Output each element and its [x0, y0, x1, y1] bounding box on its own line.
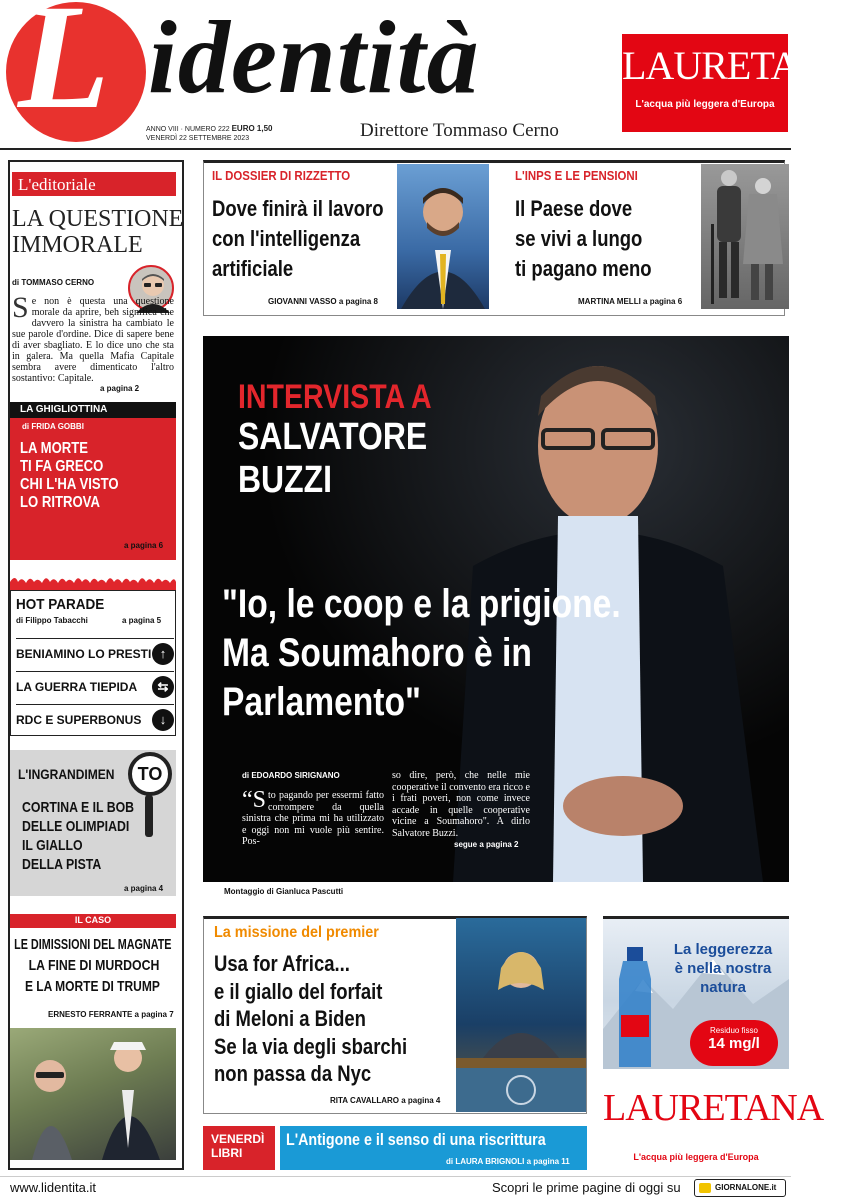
magnifier-handle-icon	[145, 795, 153, 837]
hero-name-line1: SALVATORE	[238, 416, 428, 458]
venerdi-libri-label	[203, 1126, 275, 1170]
ad-water-headline-line1: La leggerezza	[673, 941, 773, 958]
dossier-label: IL DOSSIER DI RIZZETTO	[212, 168, 351, 183]
hot-parade-item-label: LA GUERRA TIEPIDA	[16, 679, 138, 694]
dossier-title-line3: artificiale	[212, 256, 294, 281]
hot-parade-item[interactable]	[16, 671, 174, 701]
ingrandimento-title-line2: DELLE OLIMPIADI	[22, 818, 130, 835]
ad-water-headline-line2: è nella nostra	[674, 960, 772, 977]
arrow-up-icon: ↑	[152, 643, 174, 665]
caso-label: IL CASO	[10, 914, 176, 928]
flame-decoration-icon	[10, 574, 176, 590]
ghigliottina-label: LA GHIGLIOTTINA	[10, 402, 176, 418]
ingrandimento-title	[22, 798, 134, 874]
dossier-title-line1: Dove finirà il lavoro	[212, 196, 384, 221]
ad-water-brand: LAURETANA	[603, 1087, 824, 1129]
ad-banner-top[interactable]	[622, 34, 854, 132]
hot-parade-item-label: BENIAMINO LO PRESTI	[16, 646, 152, 661]
issue-number: ANNO VIII · NUMERO 222	[146, 126, 230, 133]
hero-name-line2: BUZZI	[238, 459, 332, 501]
editorial-body	[12, 291, 174, 384]
arrow-left-right-icon: ⇆	[152, 676, 174, 698]
hero-author: di EDOARDO SIRIGNANO	[242, 771, 340, 780]
speaker-podium-icon	[456, 918, 586, 1112]
ghigliottina-title-line2: TI FA GRECO	[20, 458, 104, 475]
ghigliottina-title-line4: LO RITROVA	[20, 494, 100, 511]
editorial-title-line2: IMMORALE	[12, 232, 143, 258]
caso-title-line1: LE DIMISSIONI DEL MAGNATE	[14, 936, 172, 953]
caso-title-line2: LA FINE DI MURDOCH	[28, 957, 160, 974]
newspaper-icon	[699, 1183, 711, 1193]
director-line: Direttore Tommaso Cerno	[360, 120, 559, 141]
ad-top-tagline: L'acqua più leggera d'Europa	[635, 99, 775, 110]
inps-title-line3: ti pagano meno	[515, 256, 652, 281]
libri-title: L'Antigone e il senso di una riscrittura	[286, 1130, 546, 1149]
hero-quote-line2: Ma Soumahoro è in	[222, 631, 532, 675]
hero-name	[238, 416, 427, 502]
dossier-title-line2: con l'intelligenza	[212, 226, 361, 251]
mission-title[interactable]	[214, 950, 407, 1088]
footer-website-link[interactable]: www.lidentita.it	[10, 1180, 96, 1195]
footer-cta: Scopri le prime pagine di oggi su	[492, 1180, 681, 1195]
editorial-author: di TOMMASO CERNO	[12, 278, 95, 287]
mission-title-line1: Usa for Africa...	[214, 951, 350, 976]
inps-label: L'INPS E LE PENSIONI	[515, 168, 638, 183]
man-portrait-icon	[397, 164, 489, 309]
mission-byline[interactable]: RITA CAVALLARO a pagina 4	[330, 1096, 441, 1105]
caso-title-line3: E LA MORTE DI TRUMP	[24, 978, 160, 995]
ingrandimento-title-line4: DELLA PISTA	[22, 856, 102, 873]
inps-byline[interactable]: MARTINA MELLI a pagina 6	[578, 297, 683, 306]
hero-quote-line1: "Io, le coop e la prigione.	[222, 582, 621, 626]
ghigliottina-author: di FRIDA GOBBI	[22, 422, 84, 431]
giornalone-label: GIORNALONE.it	[715, 1183, 777, 1192]
photo-credit: Montaggio di Gianluca Pascutti	[224, 887, 344, 896]
ad-badge-value: 14 mg/l	[708, 1035, 760, 1052]
rizzetto-photo	[397, 164, 489, 309]
mission-title-line4: Se la via degli sbarchi	[214, 1033, 408, 1059]
venerdi-libri-label-line2: LIBRI	[211, 1146, 243, 1160]
ad-water-headline-line3: natura	[700, 979, 746, 996]
logo-wordmark: identità	[148, 0, 480, 115]
editorial-label: L'editoriale	[12, 172, 176, 196]
ad-water-badge	[690, 1020, 778, 1066]
hero-text-col1-body: to pagando per essermi fatto corrompere da quella sinistra che prima mi ha utilizzato e oggi non mi vuole più sentire. Pos-	[242, 790, 384, 847]
issue-price: EURO 1,50	[231, 124, 273, 133]
mission-title-line5: non passa da Nyc	[214, 1061, 372, 1086]
editorial-text: e non è questa una questione morale da aprire, beh significa che davvero la sinistra ha cambiato le sue parole d'ordine. Dice di sapere bene di aver sbagliato. E lo dice uno che sta in galera. Ma quella Mafia Capitale sembra avere dimenticato l'altro sostantivo: Capitale.	[12, 296, 174, 384]
caso-byline[interactable]: ERNESTO FERRANTE a pagina 7	[48, 1010, 174, 1019]
hero-quote	[222, 580, 621, 727]
editorial-page-ref[interactable]: a pagina 2	[100, 384, 140, 393]
hero-open-quote: “S	[242, 787, 266, 813]
inps-title-line2: se vivi a lungo	[515, 226, 643, 251]
hero-text-col2: so dire, però, che nelle mie cooperative il convento era ricco e i frati poveri, non come invece accade in quelle cooperative vicine a Soumahoro". A dirlo Salvatore Buzzi.	[392, 770, 530, 839]
caso-title[interactable]	[10, 934, 176, 997]
masthead-divider	[0, 148, 791, 150]
libri-byline: di LAURA BRIGNOLI a pagina 11	[446, 1157, 570, 1166]
hot-parade-item[interactable]	[16, 704, 174, 734]
inps-title[interactable]	[515, 194, 652, 284]
hero-kicker: INTERVISTA A	[238, 378, 432, 416]
hero-text-col1	[242, 787, 384, 848]
ghigliottina-title-line1: LA MORTE	[20, 440, 89, 457]
logo-initial: L	[18, 0, 110, 140]
ghigliottina-page-ref[interactable]: a pagina 6	[124, 541, 164, 550]
venerdi-libri-label-line1: VENERDÌ	[211, 1132, 265, 1146]
hero-follow-ref[interactable]: segue a pagina 2	[454, 840, 519, 849]
ingrandimento-label: L'INGRANDIMEN	[18, 766, 115, 782]
ad-top-brand: LAURETANA	[622, 43, 854, 88]
ad-water-headline	[660, 940, 786, 997]
issue-date: VENERDÌ 22 SETTEMBRE 2023	[146, 135, 250, 142]
arrow-down-icon: ↓	[152, 709, 174, 731]
editorial-title-line1: LA QUESTIONE	[12, 206, 184, 232]
hot-parade-item[interactable]	[16, 638, 174, 668]
magnifier-icon	[128, 752, 172, 796]
hot-parade-item-label: RDC E SUPERBONUS	[16, 712, 142, 727]
caso-photo	[10, 1028, 176, 1160]
mission-title-line3: di Meloni a Biden	[214, 1006, 366, 1031]
editorial-title[interactable]	[12, 206, 183, 258]
dossier-title[interactable]	[212, 194, 384, 284]
dossier-byline[interactable]: GIOVANNI VASSO a pagina 8	[268, 297, 378, 306]
mission-title-line2: e il giallo del forfait	[214, 978, 383, 1004]
hot-parade-page-ref[interactable]: a pagina 5	[122, 616, 162, 625]
ingrandimento-label-end: TO	[137, 763, 163, 784]
two-men-photo-icon	[10, 1028, 176, 1160]
hot-parade-title: HOT PARADE	[16, 596, 105, 613]
ghigliottina-title	[20, 440, 119, 512]
elderly-couple-icon	[701, 164, 789, 309]
ingrandimento-title-line1: CORTINA E IL BOB	[22, 799, 135, 816]
elderly-couple-photo	[701, 164, 789, 309]
giornalone-link[interactable]	[694, 1179, 786, 1197]
mission-label: La missione del premier	[214, 924, 379, 941]
ad-water-tagline: L'acqua più leggera d'Europa	[633, 1152, 759, 1162]
hot-parade-author: di Filippo Tabacchi	[16, 616, 88, 625]
hero-quote-line3: Parlamento"	[222, 680, 421, 724]
issue-info	[146, 124, 273, 143]
inps-title-line1: Il Paese dove	[515, 196, 633, 221]
meloni-photo	[456, 918, 586, 1112]
editorial-dropcap: S	[12, 291, 29, 324]
ingrandimento-page-ref[interactable]: a pagina 4	[124, 884, 164, 893]
ingrandimento-title-line3: IL GIALLO	[22, 837, 83, 854]
ad-badge-label: Residuo fisso	[709, 1026, 759, 1035]
footer-divider	[0, 1176, 791, 1177]
ghigliottina-title-line3: CHI L'HA VISTO	[20, 476, 119, 493]
